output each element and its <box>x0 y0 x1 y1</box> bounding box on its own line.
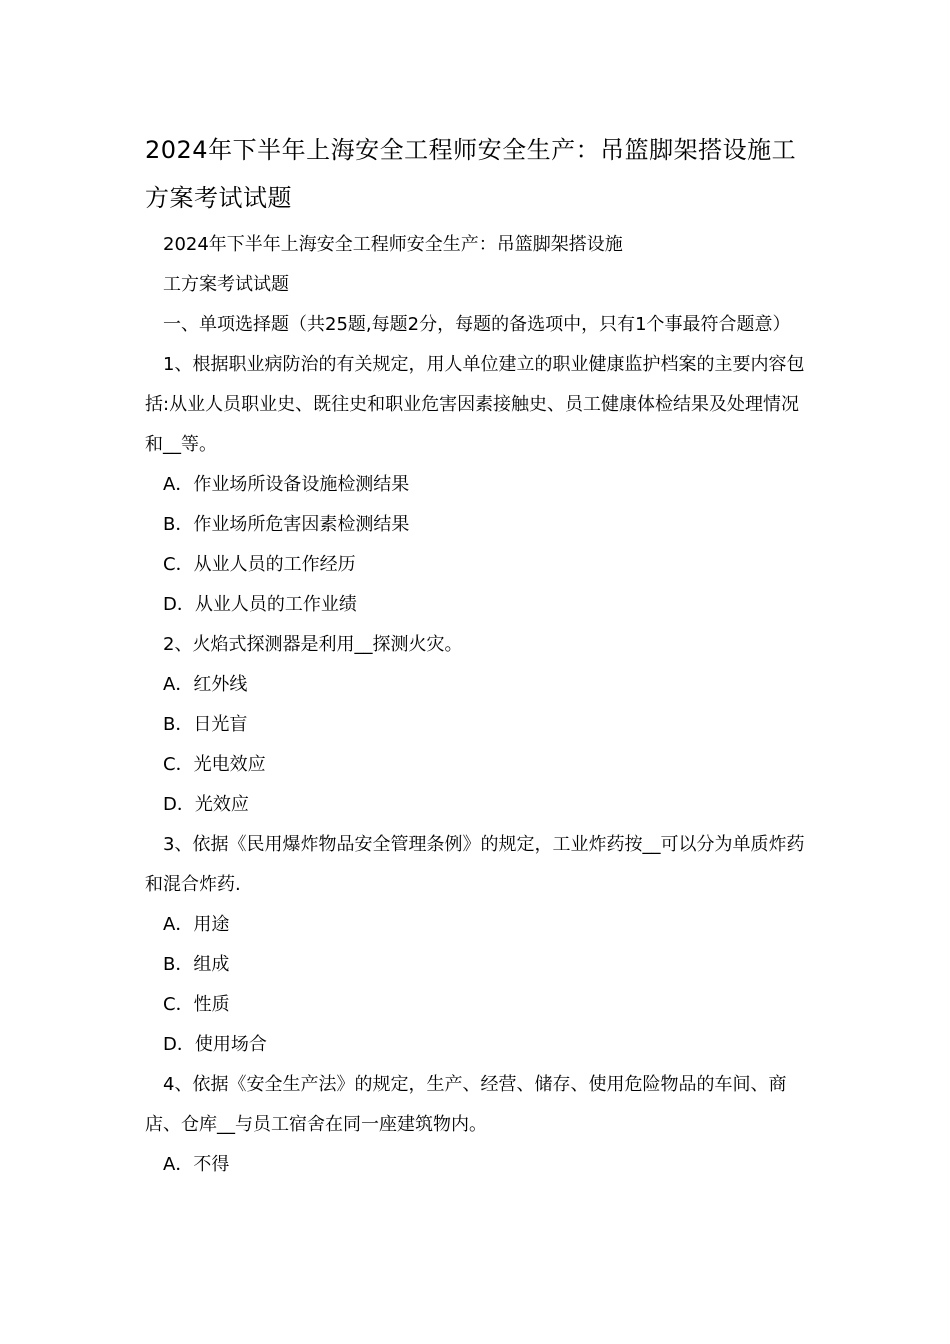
option-d: D．从业人员的工作业绩 <box>163 594 357 615</box>
option-a: A．不得 <box>163 1154 230 1175</box>
question-text: 4、依据《安全生产法》的规定，生产、经营、储存、使用危险物品的车间、商店、仓库__与员工宿舍在同一座建筑物内。 <box>145 1074 787 1135</box>
option-d: D．使用场合 <box>163 1034 267 1055</box>
question-2 <box>145 625 810 825</box>
question-4 <box>145 1065 810 1185</box>
question-3 <box>145 825 810 1065</box>
option-d: D．光效应 <box>163 794 249 815</box>
option-a: A．红外线 <box>163 674 248 695</box>
question-text: 3、依据《民用爆炸物品安全管理条例》的规定，工业炸药按__可以分为单质炸药和混合炸药. <box>145 834 805 895</box>
question-text: 1、根据职业病防治的有关规定，用人单位建立的职业健康监护档案的主要内容包括:从业人员职业史、既往史和职业危害因素接触史、员工健康体检结果及处理情况和__等。 <box>145 354 805 455</box>
option-a: A．用途 <box>163 914 230 935</box>
document-title: 2024年下半年上海安全工程师安全生产：吊篮脚架搭设施工方案考试试题 <box>145 136 797 212</box>
section-heading: 一、单项选择题（共25题,每题2分，每题的备选项中，只有1个事最符合题意） <box>163 314 791 335</box>
option-c: C．从业人员的工作经历 <box>163 554 356 575</box>
option-c: C．光电效应 <box>163 754 266 775</box>
option-b: B．作业场所危害因素检测结果 <box>163 514 410 535</box>
question-text: 2、火焰式探测器是利用__探测火灾。 <box>163 634 463 655</box>
option-a: A．作业场所设备设施检测结果 <box>163 474 410 495</box>
option-c: C．性质 <box>163 994 230 1015</box>
subtitle-line-1: 2024年下半年上海安全工程师安全生产：吊篮脚架搭设施 <box>163 234 623 255</box>
subtitle-line-2: 工方案考试试题 <box>163 274 289 295</box>
question-1 <box>145 345 810 625</box>
document-page <box>145 126 810 1185</box>
option-b: B．日光盲 <box>163 714 248 735</box>
option-b: B．组成 <box>163 954 230 975</box>
